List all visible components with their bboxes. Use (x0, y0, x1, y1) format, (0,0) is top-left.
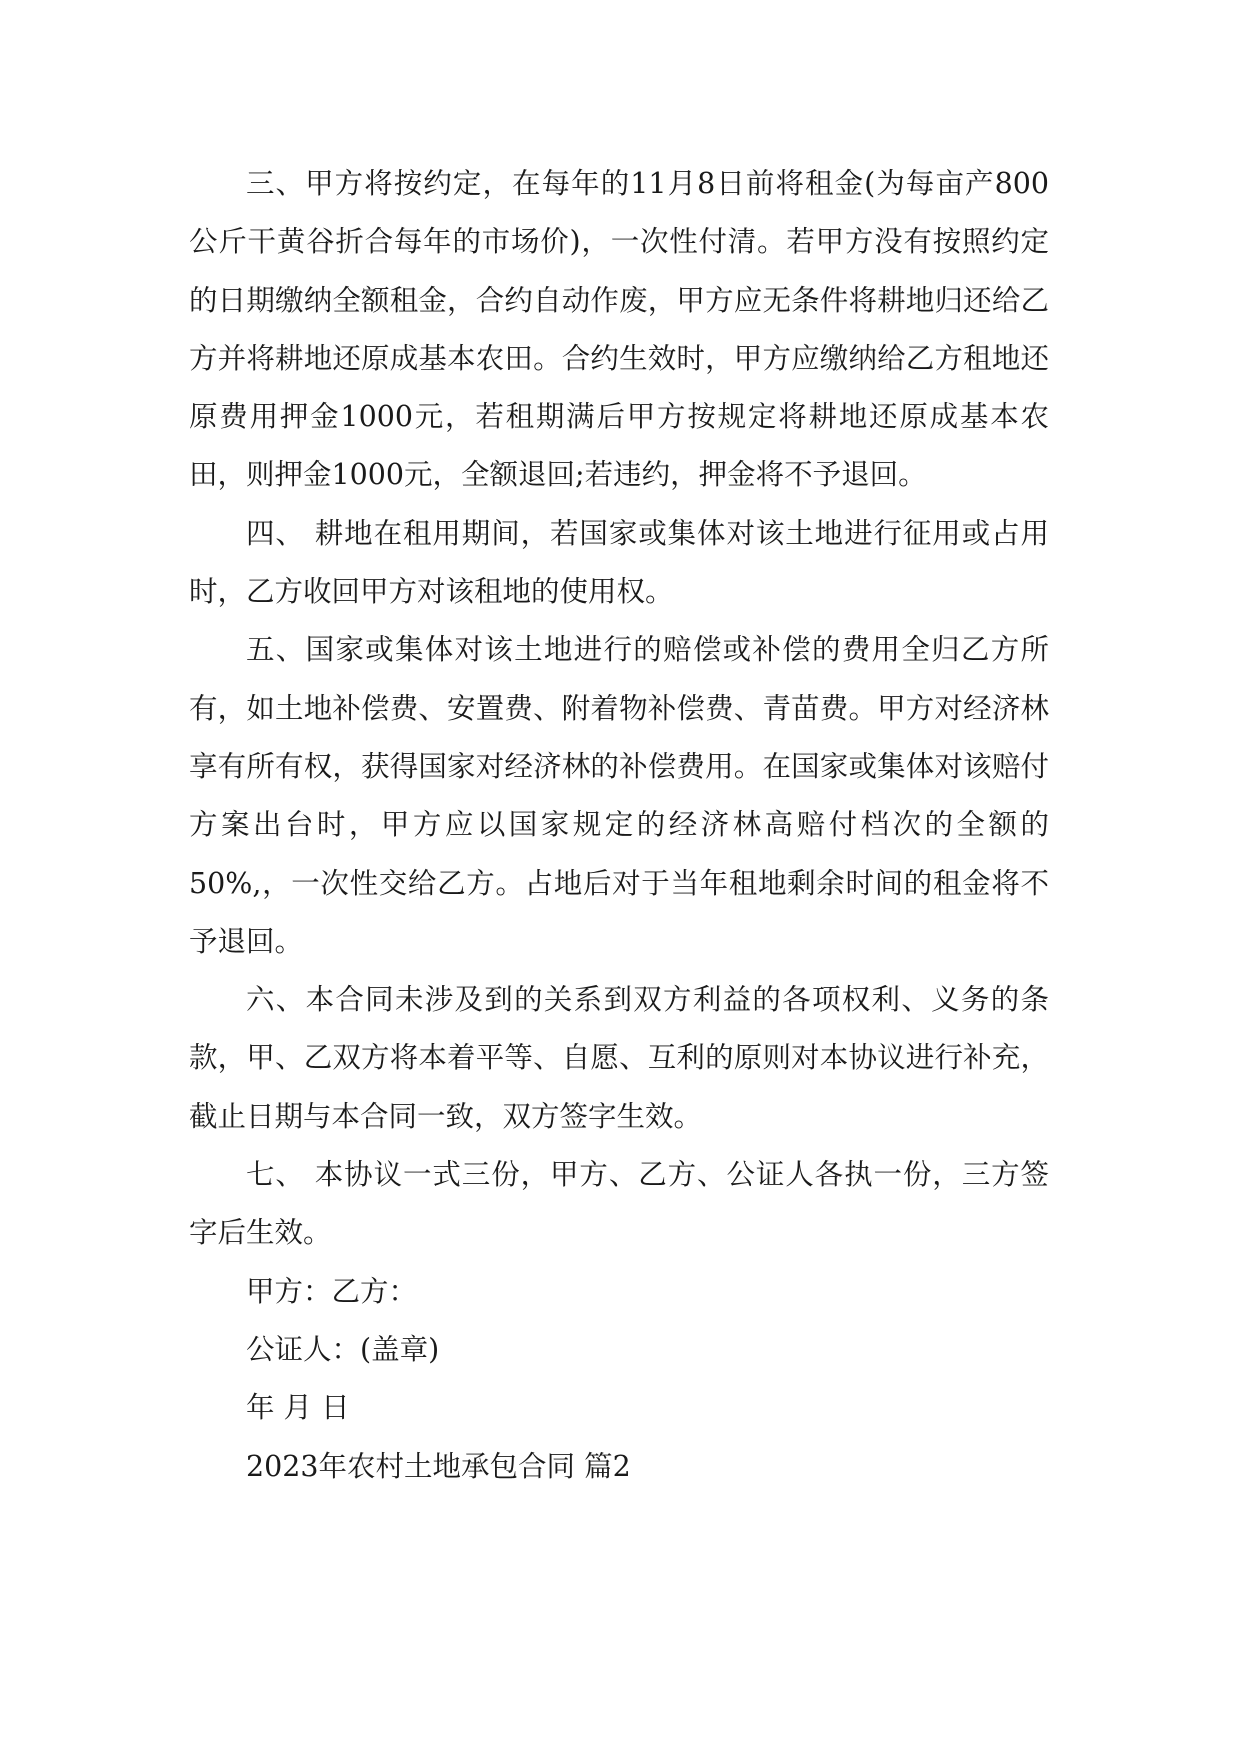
date-line: 年 月 日 (246, 1391, 350, 1425)
notary-line: 公证人：(盖章) (246, 1332, 440, 1366)
clause-5: 五、国家或集体对该土地进行的赔偿或补偿的费用全归乙方所有，如土地补偿费、安置费、附着物补偿费、青苗费。甲方对经济林享有所有权，获得国家对经济林的补偿费用。在国家或集体对该赔付方案出台时，甲方应以国家规定的经济林高赔付档次的全额的50%,，一次性交给乙方。占地后对于当年租地剩余时间的租金将不予退回。 (189, 633, 1049, 958)
clause-3: 三、甲方将按约定，在每年的11月8日前将租金(为每亩产800公斤干黄谷折合每年的市场价)，一次性付清。若甲方没有按照约定的日期缴纳全额租金，合约自动作废，甲方应无条件将耕地归还给乙方并将耕地还原成基本农田。合约生效时，甲方应缴纳给乙方租地还原费用押金1000元，若租期满后甲方按规定将耕地还原成基本农田，则押金1000元，全额退回;若违约，押金将不予退回。 (189, 167, 1049, 492)
document-body (189, 155, 1049, 1496)
clause-6: 六、本合同未涉及到的关系到双方利益的各项权利、义务的条款，甲、乙双方将本着平等、自愿、互利的原则对本协议进行补充，截止日期与本合同一致，双方签字生效。 (189, 983, 1049, 1133)
clause-4: 四、 耕地在租用期间，若国家或集体对该土地进行征用或占用时，乙方收回甲方对该租地的使用权。 (189, 516, 1049, 609)
clause-7: 七、 本协议一式三份，甲方、乙方、公证人各执一份，三方签字后生效。 (189, 1158, 1049, 1250)
next-section-heading: 2023年农村土地承包合同 篇2 (246, 1449, 631, 1483)
signature-parties: 甲方：乙方： (246, 1274, 418, 1308)
